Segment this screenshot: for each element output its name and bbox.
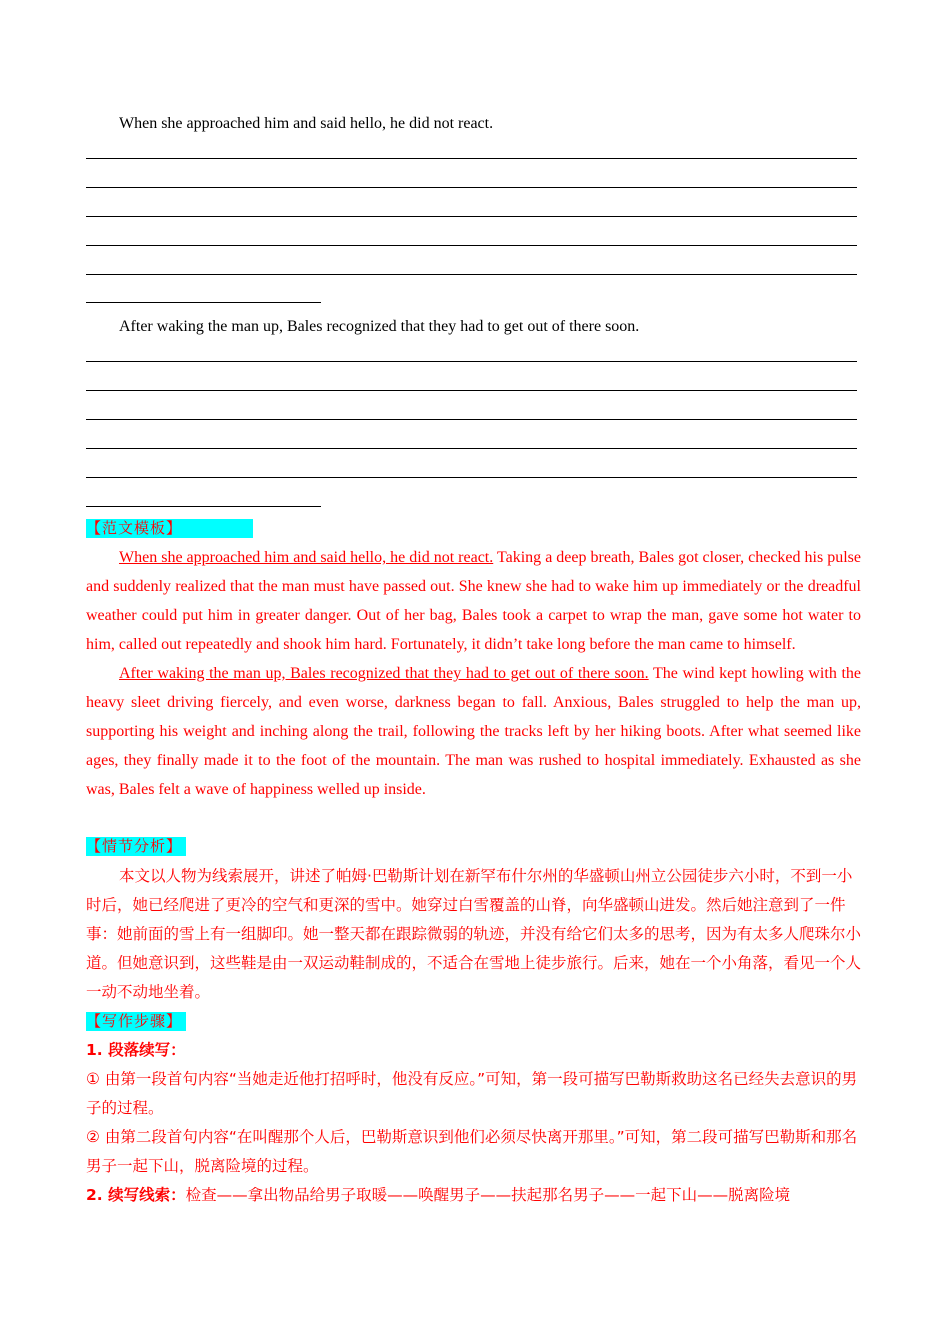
model-essay-label: 【范文模板】 <box>86 519 253 538</box>
answer-line <box>86 274 857 275</box>
writing-steps <box>86 1036 863 1210</box>
plot-analysis <box>86 862 863 1007</box>
answer-line <box>86 506 321 507</box>
answer-line <box>86 390 857 391</box>
essay-paragraph-1-body: Taking a deep breath, Bales got closer, checked his pulse and suddenly realized that the man must have passed out. She knew she had to wake him up immediately or the dreadful weather could put him in greater danger. Out of her bag, Bales took a carpet to wrap the man, gave some hot water to him, called out repeatedly and shook him hard. Fortunately, it didn’t take long before the man came to himself. <box>86 549 862 653</box>
model-essay <box>86 543 861 804</box>
prompt-1: When she approached him and said hello, he did not react. <box>119 115 494 132</box>
answer-line <box>86 245 857 246</box>
writing-steps-label: 【写作步骤】 <box>86 1012 186 1031</box>
step-1-heading: 1. 段落续写： <box>86 1041 186 1059</box>
step-2-heading: 2. 续写线索： <box>86 1186 186 1204</box>
step-2-text: 检查——拿出物品给男子取暖——唤醒男子——扶起那名男子——一起下山——脱离险境 <box>185 1186 791 1204</box>
essay-paragraph-1 <box>86 543 861 659</box>
step-1-item-b: ② 由第二段首句内容“在叫醒那个人后，巴勒斯意识到他们必须尽快离开那里。”可知，第二段可描写巴勒斯和那名男子一起下山，脱离险境的过程。 <box>86 1128 858 1175</box>
plot-analysis-label: 【情节分析】 <box>86 837 186 856</box>
essay-paragraph-2-body: The wind kept howling with the heavy sleet driving fiercely, and even worse, darkness began to fall. Anxious, Bales struggled to help the man up, supporting his weight and inching along the trail, following the tracks left by her hiking boots. After what seemed like ages, they finally made it to the foot of the mountain. The man was rushed to hospital immediately. Exhausted as she was, Bales felt a wave of happiness welled up inside. <box>86 665 861 798</box>
answer-line <box>86 158 857 159</box>
essay-paragraph-2-lead: After waking the man up, Bales recognized that they had to get out of there soon. <box>119 665 649 682</box>
prompt-2: After waking the man up, Bales recognized that they had to get out of there soon. <box>119 318 640 335</box>
answer-line <box>86 419 857 420</box>
answer-line <box>86 448 857 449</box>
answer-line <box>86 187 857 188</box>
plot-analysis-text: 本文以人物为线索展开，讲述了帕姆·巴勒斯计划在新罕布什尔州的华盛顿山州立公园徒步六小时，不到一小时后，她已经爬进了更冷的空气和更深的雪中。她穿过白雪覆盖的山脊，向华盛顿山进发。然后她注意到了一件事：她前面的雪上有一组脚印。她一整天都在跟踪微弱的轨迹，并没有给它们太多的思考，因为有太多人爬珠尔小道。但她意识到，这些鞋是由一双运动鞋制成的，不适合在雪地上徒步旅行。后来，她在一个小角落，看见一个人一动不动地坐着。 <box>86 867 862 1001</box>
answer-line <box>86 361 857 362</box>
answer-line <box>86 216 857 217</box>
essay-paragraph-2 <box>86 659 861 804</box>
step-2 <box>86 1181 863 1210</box>
essay-paragraph-1-lead: When she approached him and said hello, he did not react. <box>119 549 494 566</box>
answer-line <box>86 477 857 478</box>
step-1-item-a: ① 由第一段首句内容“当她走近他打招呼时，他没有反应。”可知，第一段可描写巴勒斯救助这名已经失去意识的男子的过程。 <box>86 1070 858 1117</box>
answer-line <box>86 302 321 303</box>
